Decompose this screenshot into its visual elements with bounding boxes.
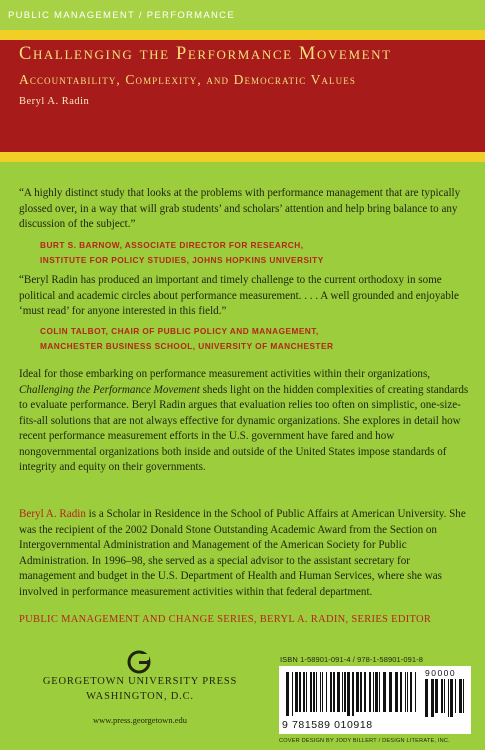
barcode-bar xyxy=(444,679,445,713)
barcode-bar xyxy=(320,672,321,712)
isbn-text: ISBN 1-58901-091-4 / 978-1-58901-091-8 xyxy=(280,655,424,664)
barcode-bar xyxy=(299,672,301,712)
barcode-bar xyxy=(310,672,312,712)
barcode-bar xyxy=(450,679,453,717)
barcode-bar xyxy=(352,672,354,716)
book-subtitle: Accountability, Complexity, and Democratic Values xyxy=(19,72,356,87)
publisher-name: GEORGETOWN UNIVERSITY PRESS xyxy=(42,676,238,687)
blurb-attribution-1-line-2: INSTITUTE FOR POLICY STUDIES, JOHNS HOPKINS UNIVERSITY xyxy=(40,255,324,265)
series-editor-line: PUBLIC MANAGEMENT AND CHANGE SERIES, BERYL A. RADIN, SERIES EDITOR xyxy=(19,614,432,625)
barcode-bar xyxy=(375,672,378,712)
barcode-bar xyxy=(389,672,392,712)
barcode-bar xyxy=(400,672,402,712)
barcode-bar xyxy=(369,672,371,712)
barcode-bar xyxy=(292,672,293,716)
barcode-bar xyxy=(463,679,464,713)
description-intro: Ideal for those embarking on performance measurement activities within their organizations, xyxy=(19,368,431,380)
barcode-bar xyxy=(326,672,327,712)
description-paragraph xyxy=(19,367,469,476)
blurb-quote-2: “Beryl Radin has produced an important and timely challenge to the current orthodoxy in some political and academic circles about performance measurement. . . . A well grounded and enjoyable ‘must read’ for anyone interested in this field.” xyxy=(19,274,459,317)
blurb-attribution-1-line-1: BURT S. BARNOW, ASSOCIATE DIRECTOR FOR RESEARCH, xyxy=(40,240,304,250)
barcode-bar xyxy=(333,672,335,712)
blurb-quote-1: “A highly distinct study that looks at the problems with performance management that are typically glossed over, in a way that will grab students’ and scholars’ attention and help bring balance to any discussion of the subject.” xyxy=(19,187,461,230)
bio-text: is a Scholar in Residence in the School of Public Affairs at American University. She was the recipient of the 2002 Donald Stone Outstanding Academic Award from the Section on Intergovernmental Administration and Management of the American Society for Public Administration. In 1996–98, she served as a special advisor to the assistant secretary for management and budget in the U.S. Department of Health and Human Services, where she was involved in performance measurement activities within that federal department. xyxy=(19,508,466,598)
barcode-bar xyxy=(373,672,374,712)
blurb-attribution-2-line-2: MANCHESTER BUSINESS SCHOOL, UNIVERSITY OF MANCHESTER xyxy=(40,341,334,351)
barcode-bar xyxy=(405,672,406,712)
barcode-bar xyxy=(295,672,298,712)
barcode-bar xyxy=(337,672,340,712)
barcode-bar xyxy=(435,679,438,713)
barcode-bar xyxy=(410,672,412,712)
barcode-bar xyxy=(360,672,362,712)
cover-design-credit: COVER DESIGN BY JODY BILLERT / DESIGN LITERATE, INC. xyxy=(279,738,450,744)
barcode-bar xyxy=(303,672,305,712)
barcode-bar xyxy=(344,672,346,712)
book-author: Beryl A. Radin xyxy=(19,96,90,107)
barcode-bar xyxy=(459,679,462,713)
barcode-bar xyxy=(313,672,315,712)
description-italic-title: Challenging the Performance Movement xyxy=(19,383,200,396)
barcode-bar xyxy=(306,672,307,712)
barcode-bar xyxy=(431,679,434,717)
barcode-bar xyxy=(425,679,428,717)
barcode-bars xyxy=(286,672,420,718)
publisher-website[interactable]: www.press.georgetown.edu xyxy=(93,715,187,725)
barcode-bar xyxy=(448,679,449,717)
series-label: PUBLIC MANAGEMENT / PERFORMANCE xyxy=(8,10,235,21)
barcode-bar xyxy=(383,672,386,712)
barcode-bar xyxy=(407,672,408,712)
author-bio xyxy=(19,507,469,600)
blurb-attribution-1 xyxy=(40,238,460,268)
barcode-bar xyxy=(441,679,443,713)
barcode-bar xyxy=(316,672,317,712)
barcode-bar xyxy=(356,672,359,712)
bio-author-name: Beryl A. Radin xyxy=(19,508,86,520)
barcode-bar xyxy=(286,672,289,716)
publisher-city: WASHINGTON, D.C. xyxy=(86,691,194,702)
blurb-attribution-2 xyxy=(40,324,460,354)
barcode-bar xyxy=(342,672,343,712)
barcode xyxy=(279,666,471,734)
blurb-attribution-2-line-1: COLIN TALBOT, CHAIR OF PUBLIC POLICY AND MANAGEMENT, xyxy=(40,326,319,336)
top-strip xyxy=(0,0,485,30)
barcode-bar xyxy=(415,672,416,712)
barcode-bar xyxy=(364,672,366,712)
price-code: 90000 xyxy=(425,668,457,678)
barcode-bar xyxy=(395,672,398,712)
barcode-bar xyxy=(455,679,456,713)
barcode-digits: 9 781589 010918 xyxy=(282,719,373,731)
barcode-bar xyxy=(379,672,380,712)
georgetown-g-logo-icon xyxy=(124,650,154,674)
book-title: Challenging the Performance Movement xyxy=(19,44,392,64)
barcode-bar xyxy=(347,672,350,716)
barcode-bar xyxy=(330,672,332,712)
price-barcode-bars xyxy=(425,679,465,719)
description-body: sheds light on the hidden complexities of creating standards to evaluate performance. Beryl Radin argues that evaluation relies too often on simplistic, one-size-fits-all solutions that are not always effective for dynamic organizations. She explores in detail how recent performance measurement efforts in the U.S. government have fared and how nongovernmental organizations both inside and outside of the United States impose standards of integrity and equity on their governments. xyxy=(19,383,469,473)
barcode-bar xyxy=(322,672,323,712)
